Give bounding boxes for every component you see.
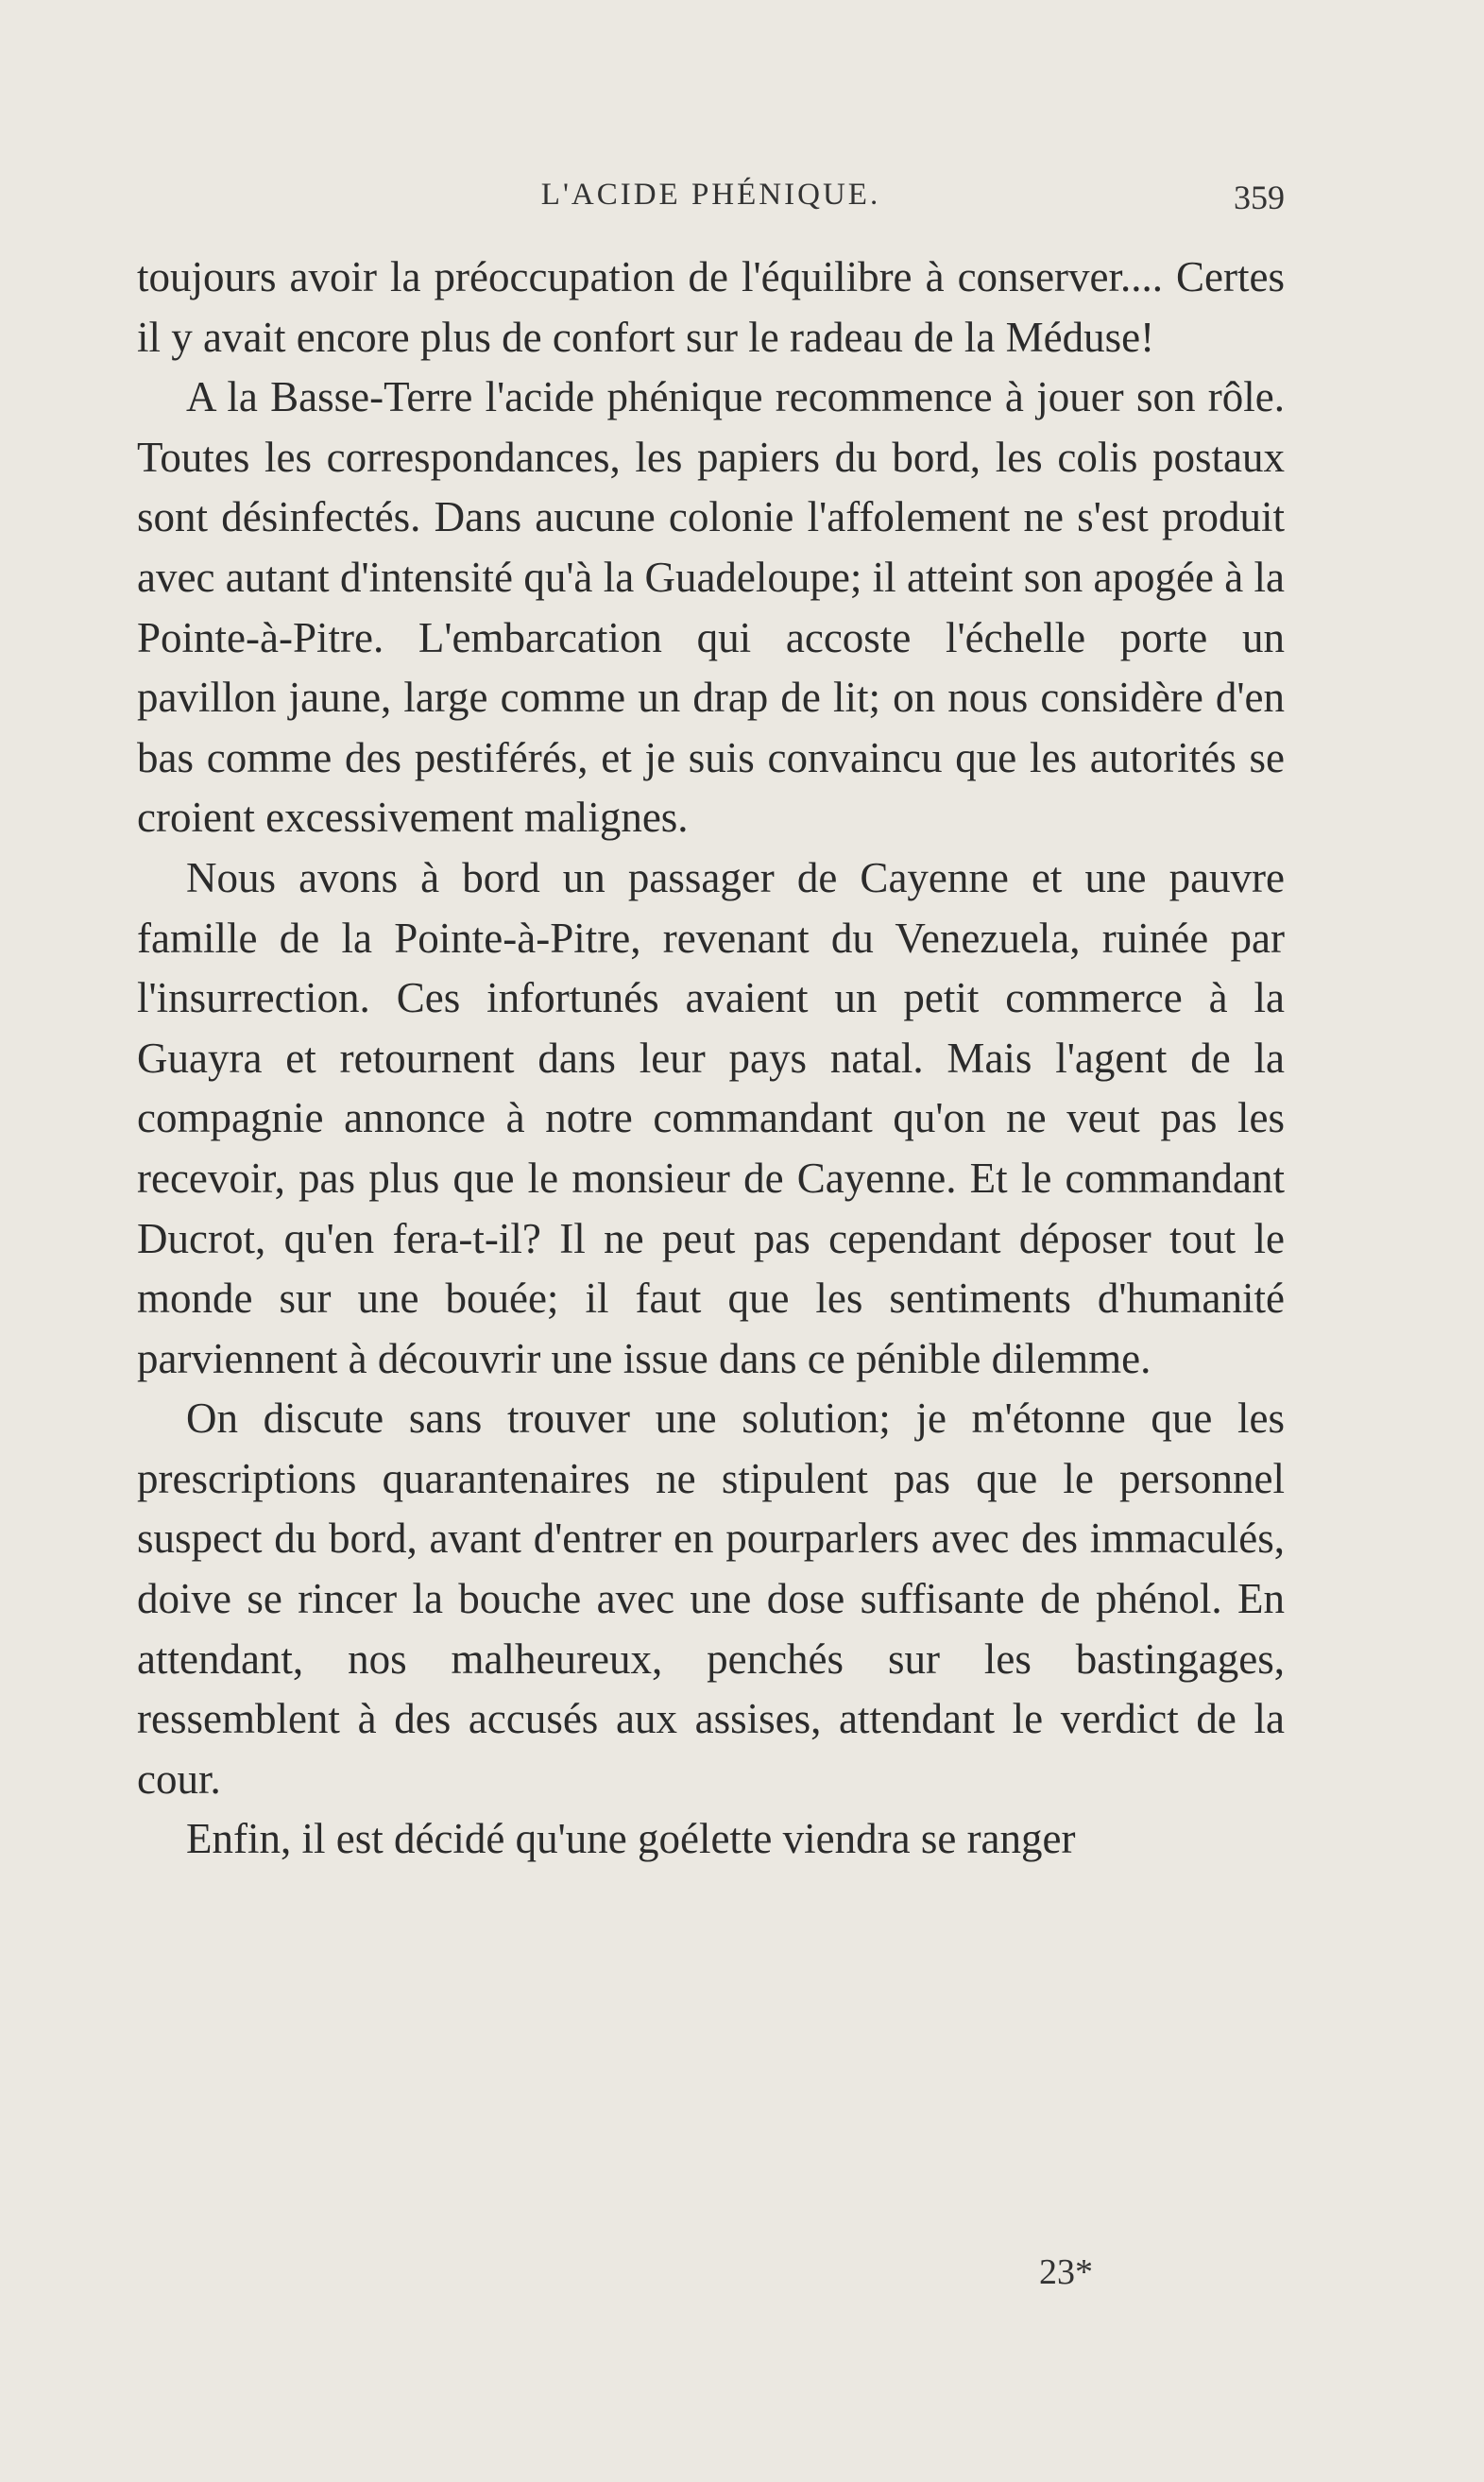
- running-header: [137, 178, 1285, 225]
- paragraph: On discute sans trouver une solution; je m'étonne que les prescriptions quarantenaires ne stipulent pas que le personnel suspect du bord, avant d'entrer en pourparlers avec des immaculés, doive se rincer la bouche avec une dose suffisante de phénol. En attendant, nos malheureux, penchés sur les bastingages, ressemblent à des accusés aux assises, attendant le verdict de la cour.: [137, 1395, 1285, 1803]
- paragraph: A la Basse-Terre l'acide phénique recommence à jouer son rôle. Toutes les correspondances, les papiers du bord, les colis postaux sont désinfectés. Dans aucune colonie l'affolement ne s'est produit avec autant d'intensité qu'à la Guadeloupe; il atteint son apogée à la Pointe-à-Pitre. L'embarcation qui accoste l'échelle porte un pavillon jaune, large comme un drap de lit; on nous considère d'en bas comme des pestiférés, et je suis convaincu que les autorités se croient excessivement malignes.: [137, 373, 1285, 842]
- paragraph: Enfin, il est décidé qu'une goélette viendra se ranger: [186, 1815, 1076, 1863]
- paragraph: Nous avons à bord un passager de Cayenne et une pauvre famille de la Pointe-à-Pitre, revenant du Venezuela, ruinée par l'insurrection. Ces infortunés avaient un petit commerce à la Guayra et retournent dans leur pays natal. Mais l'agent de la compagnie annonce à notre commandant qu'on ne veut pas les recevoir, pas plus que le monsieur de Cayenne. Et le commandant Ducrot, qu'en fera-t-il? Il ne peut pas cependant déposer tout le monde sur une bouée; il faut que les sentiments d'humanité parviennent à découvrir une issue dans ce pénible dilemme.: [137, 853, 1285, 1382]
- page-number: 359: [1234, 179, 1285, 216]
- body-text: [137, 248, 1285, 1870]
- paragraph: toujours avoir la préoccupation de l'équilibre à conserver.... Certes il y avait encore plus de confort sur le radeau de la Méduse!: [137, 253, 1285, 361]
- signature-mark: 23*: [1039, 2252, 1093, 2292]
- running-title: L'ACIDE PHÉNIQUE.: [540, 178, 881, 212]
